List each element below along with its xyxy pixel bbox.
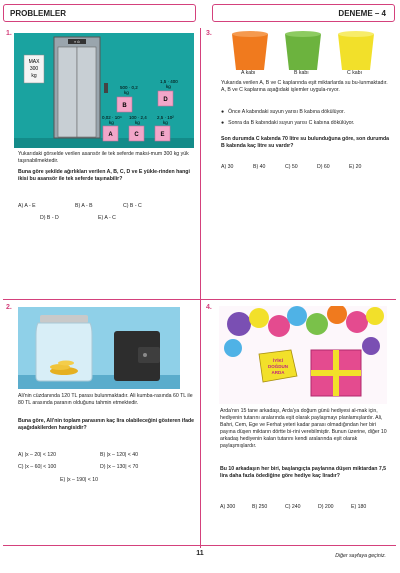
q4-option-c[interactable]: C) 240 [285, 504, 301, 510]
q3-number: 3. [206, 30, 212, 37]
q3-option-a[interactable]: A) 30 [221, 164, 234, 170]
svg-text:B: B [122, 103, 127, 109]
q1-question: Buna göre şekilde ağırlıkları verilen A, B, C, D ve E yükle-rinden hangi ikisi bu asansör ile tek seferde taşınabilir? [18, 169, 190, 182]
svg-text:kg: kg [31, 73, 37, 79]
row-divider [3, 299, 396, 300]
q4-option-d[interactable]: D) 200 [318, 504, 334, 510]
q2-jar-wallet-illustration [18, 307, 180, 389]
q1-number: 1. [6, 30, 12, 37]
q1-option-a[interactable]: A) A - E [18, 203, 36, 209]
q3-text: Yukarıda verilen A, B ve C kaplarında eşit miktarlarda su bu-lunmaktadır. A, B ve C kaplarına aşağıdaki işlemler uygula-nıyor. [221, 80, 388, 93]
svg-text:ARDA: ARDA [271, 370, 285, 375]
header-title: PROBLEMLER [10, 8, 66, 18]
column-divider [200, 28, 201, 548]
q2-option-b[interactable]: B) |x – 120| < 40 [100, 452, 139, 458]
q3-bucket-a-label: A kabı [241, 70, 256, 76]
q3-bullet-2-text: Sonra da B kabındaki suyun yarısı C kabına dökülüyor. [228, 120, 355, 126]
q2-number: 2. [6, 304, 12, 311]
q1-text: Yukarıdaki görselde verilen asansör ile tek seferde maksi-mum 300 kg yük taşınabilmektedir. [18, 151, 189, 164]
svg-text:kg: kg [124, 90, 129, 95]
svg-text:1,5 · 400: 1,5 · 400 [160, 79, 178, 84]
q2-option-c[interactable]: C) |x – 60| < 100 [18, 464, 57, 470]
q3-option-c[interactable]: C) 50 [285, 164, 298, 170]
svg-text:DOĞDUN: DOĞDUN [268, 364, 288, 369]
svg-text:0,02 · 10⁴: 0,02 · 10⁴ [102, 115, 122, 120]
svg-text:300: 300 [29, 66, 39, 72]
q4-text: Arda'nın 15 tane arkadaşı, Arda'ya doğum günü hediyesi al-mak için, hediyenin tutarını aralarında eşit olarak paylaşmayı planlamışlardır. Ali, Bahri, Cem, Ege ve Ferhat yeteri kadar parası olmadığından her biri payına düşen miktarın dörtte bi-rini verebilmiştir. Bunun üzerine, diğer 10 arkadaş hediyenin kalan tutarını kendi aralarında eşit olarak paylaşmışlardır. [220, 408, 387, 449]
svg-text:kg: kg [135, 120, 140, 125]
svg-text:İYİKİ: İYİKİ [272, 358, 284, 363]
q3-option-d[interactable]: D) 60 [317, 164, 330, 170]
svg-text:MAX: MAX [28, 59, 40, 65]
svg-text:A: A [108, 132, 113, 138]
next-page-note: Diğer sayfaya geçiniz. [335, 553, 386, 559]
svg-text:2,5 · 10²: 2,5 · 10² [157, 115, 174, 120]
q3-bullet-1 [221, 109, 391, 116]
q1-option-d[interactable]: D) B - D [40, 215, 59, 221]
q1-elevator-illustration [14, 33, 194, 148]
exam-title: DENEME – 4 [338, 8, 386, 18]
q3-bucket-b-label: B kabı [294, 70, 309, 76]
q3-bullet-1-text: Önce A kabındaki suyun yarısı B kabına dökülüyor. [228, 109, 345, 115]
q3-bullet-2 [221, 120, 391, 127]
svg-text:kg: kg [166, 84, 171, 89]
q2-text: Ali'nin cüzdanında 120 TL parası bulunmaktadır. Ali kumba-rasında 60 TL ile 80 TL arasında paranın olduğunu tahmin etmektedir. [18, 393, 193, 406]
q2-option-a[interactable]: A) |x – 20| < 120 [18, 452, 57, 458]
q4-question: Bu 10 arkadaşın her biri, başlangıçta paylarına düşen miktardan 7,5 lira daha fazla ödediğine göre hediye kaç liradır? [220, 466, 387, 479]
svg-text:100 · 2,4: 100 · 2,4 [129, 115, 147, 120]
q4-option-e[interactable]: E) 180 [351, 504, 367, 510]
svg-text:kg: kg [109, 120, 114, 125]
bullet-icon: ● [221, 109, 225, 115]
q4-option-b[interactable]: B) 250 [252, 504, 268, 510]
q4-gift-balloons-illustration [219, 306, 387, 404]
q2-option-e[interactable]: E) |x – 190| < 10 [60, 477, 99, 483]
svg-text:500 · 0,2: 500 · 0,2 [120, 85, 138, 90]
q3-bucket-c-label: C kabı [347, 70, 362, 76]
q1-option-c[interactable]: C) B - C [123, 203, 142, 209]
footer-divider [3, 545, 396, 546]
q3-option-e[interactable]: E) 20 [349, 164, 362, 170]
page-number: 11 [196, 550, 204, 557]
svg-text:kg: kg [163, 120, 168, 125]
svg-text:≡ ⊙: ≡ ⊙ [74, 40, 80, 44]
q4-option-a[interactable]: A) 300 [220, 504, 236, 510]
header-left [3, 4, 196, 22]
q3-question: Son durumda C kabında 70 litre su bulunduğuna göre, son durumda B kabında kaç litre su vardır? [221, 136, 390, 149]
q1-option-b[interactable]: B) A - B [75, 203, 93, 209]
q2-option-d[interactable]: D) |x – 130| < 70 [100, 464, 139, 470]
svg-text:D: D [163, 97, 168, 103]
svg-text:E: E [160, 132, 165, 138]
q3-option-b[interactable]: B) 40 [253, 164, 266, 170]
q1-option-e[interactable]: E) A - C [98, 215, 116, 221]
bullet-icon: ● [221, 120, 225, 126]
q2-question: Buna göre, Ali'nin toplam parasının kaç lira olabileceğini gösteren ifade aşağıdakilerden hangisidir? [18, 418, 195, 431]
svg-text:C: C [134, 132, 139, 138]
header-right [212, 4, 395, 22]
q4-number: 4. [206, 304, 212, 311]
